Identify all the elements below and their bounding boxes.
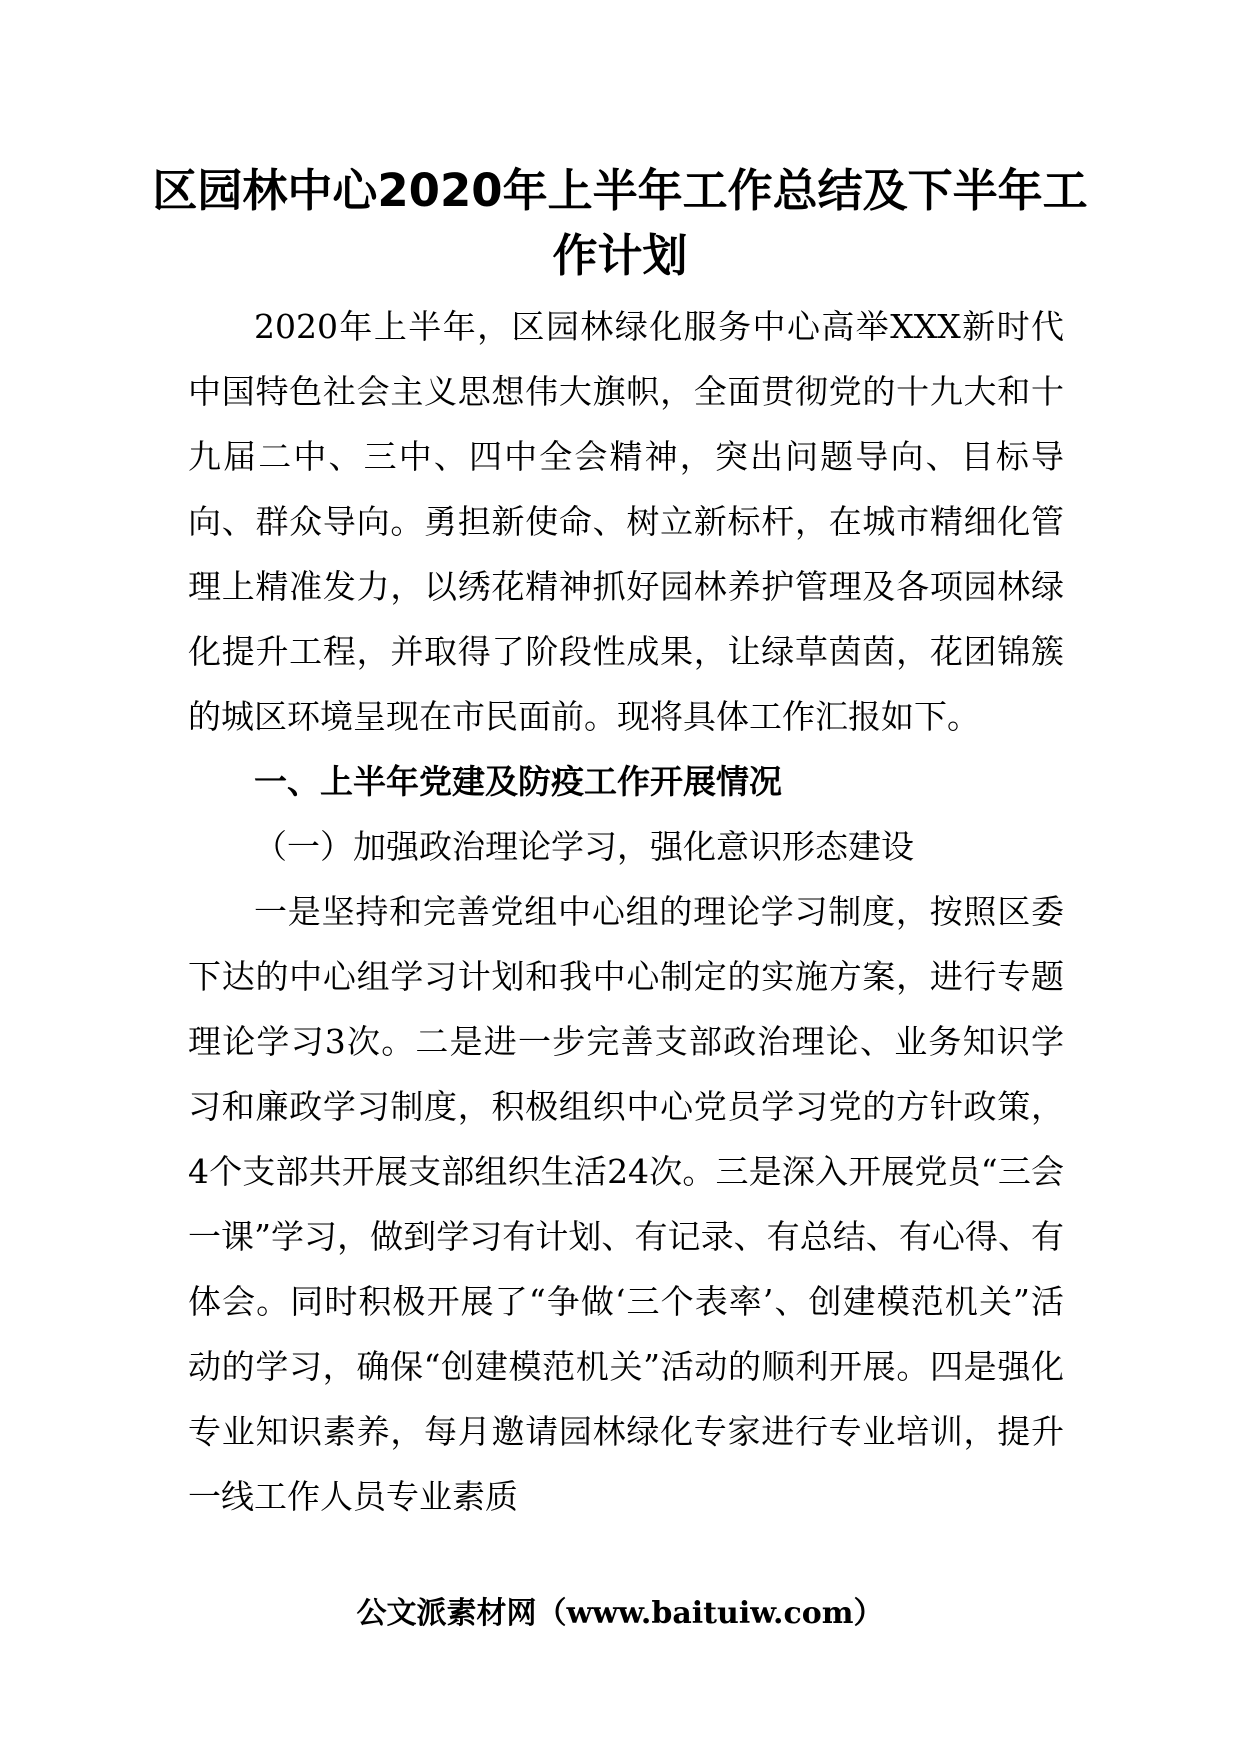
watermark-footer: 公文派素材网（www.baituiw.com）: [356, 1596, 884, 1631]
section-heading: 一、上半年党建及防疫工作开展情况: [254, 762, 782, 801]
body-paragraph: 一是坚持和完善党组中心组的理论学习制度，按照区委下达的中心组学习计划和我中心制定的实施方案，进行专题理论学习3次。二是进一步完善支部政治理论、业务知识学习和廉政学习制度，积极组织中心党员学习党的方针政策，4个支部共开展支部组织生活24次。三是深入开展党员“三会一课”学习，做到学习有计划、有记录、有总结、有心得、有体会。同时积极开展了“争做‘三个表率’、创建模范机关”活动的学习，确保“创建模范机关”活动的顺利开展。四是强化专业知识素养，每月邀请园林绿化专家进行专业培训，提升一线工作人员专业素质: [188, 892, 1064, 1516]
document-title: 区园林中心2020年上半年工作总结及下半年工作计划: [152, 164, 1088, 282]
subsection-heading: （一）加强政治理论学习，强化意识形态建设: [254, 827, 914, 866]
document-body: [188, 294, 1064, 1529]
intro-paragraph: 2020年上半年，区园林绿化服务中心高举XXX新时代中国特色社会主义思想伟大旗帜，全面贯彻党的十九大和十九届二中、三中、四中全会精神，突出问题导向、目标导向、群众导向。勇担新使命、树立新标杆，在城市精细化管理上精准发力，以绣花精神抓好园林养护管理及各项园林绿化提升工程，并取得了阶段性成果，让绿草茵茵，花团锦簇的城区环境呈现在市民面前。现将具体工作汇报如下。: [188, 307, 1064, 736]
